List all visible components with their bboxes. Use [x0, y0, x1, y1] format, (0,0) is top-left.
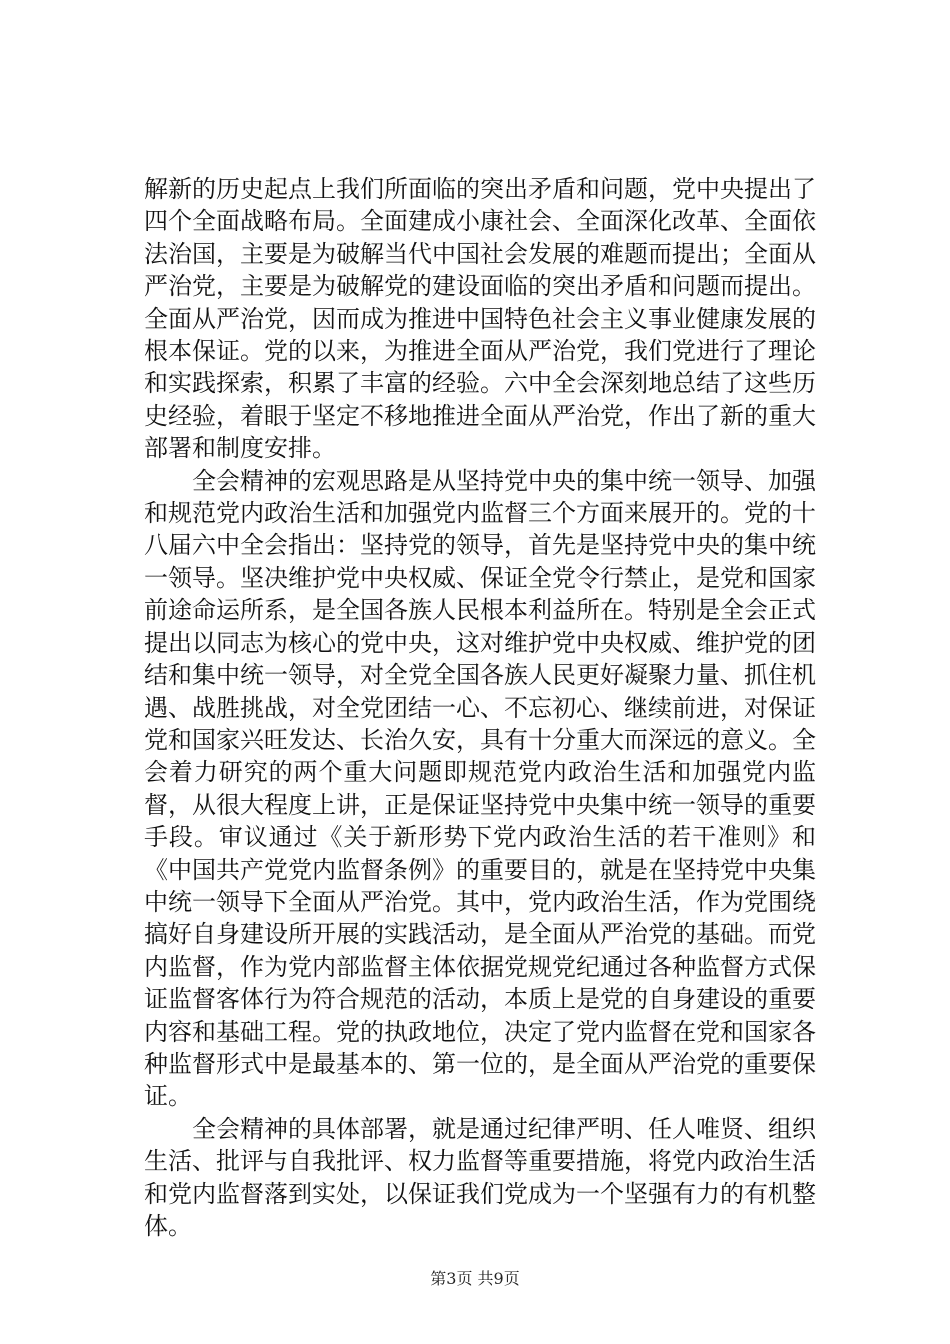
body-text: [144, 173, 816, 1242]
paragraph-3: 全会精神的具体部署，就是通过纪律严明、任人唯贤、组织生活、批评与自我批评、权力监督等重要措施，将党内政治生活和党内监督落到实处，以保证我们党成为一个坚强有力的有机整体。: [144, 1114, 816, 1240]
page-number-footer: 第3页 共9页: [430, 1269, 520, 1288]
paragraph-1: 解新的历史起点上我们所面临的突出矛盾和问题，党中央提出了四个全面战略布局。全面建成小康社会、全面深化改革、全面依法治国，主要是为破解当代中国社会发展的难题而提出；全面从严治党，主要是为破解党的建设面临的突出矛盾和问题而提出。全面从严治党，因而成为推进中国特色社会主义事业健康发展的根本保证。党的以来，为推进全面从严治党，我们党进行了理论和实践探索，积累了丰富的经验。六中全会深刻地总结了这些历史经验，着眼于坚定不移地推进全面从严治党，作出了新的重大部署和制度安排。: [144, 175, 816, 463]
paragraph-2: 全会精神的宏观思路是从坚持党中央的集中统一领导、加强和规范党内政治生活和加强党内监督三个方面来展开的。党的十八届六中全会指出：坚持党的领导，首先是坚持党中央的集中统一领导。坚决维护党中央权威、保证全党令行禁止，是党和国家前途命运所系，是全国各族人民根本利益所在。特别是全会正式提出以同志为核心的党中央，这对维护党中央权威、维护党的团结和集中统一领导，对全党全国各族人民更好凝聚力量、抓住机遇、战胜挑战，对全党团结一心、不忘初心、继续前进，对保证党和国家兴旺发达、长治久安，具有十分重大而深远的意义。全会着力研究的两个重大问题即规范党内政治生活和加强党内监督，从很大程度上讲，正是保证坚持党中央集中统一领导的重要手段。审议通过《关于新形势下党内政治生活的若干准则》和《中国共产党党内监督条例》的重要目的，就是在坚持党中央集中统一领导下全面从严治党。其中，党内政治生活，作为党围绕搞好自身建设所开展的实践活动，是全面从严治党的基础。而党内监督，作为党内部监督主体依据党规党纪通过各种监督方式保证监督客体行为符合规范的活动，本质上是党的自身建设的重要内容和基础工程。党的执政地位，决定了党内监督在党和国家各种监督形式中是最基本的、第一位的，是全面从严治党的重要保证。: [144, 466, 816, 1111]
